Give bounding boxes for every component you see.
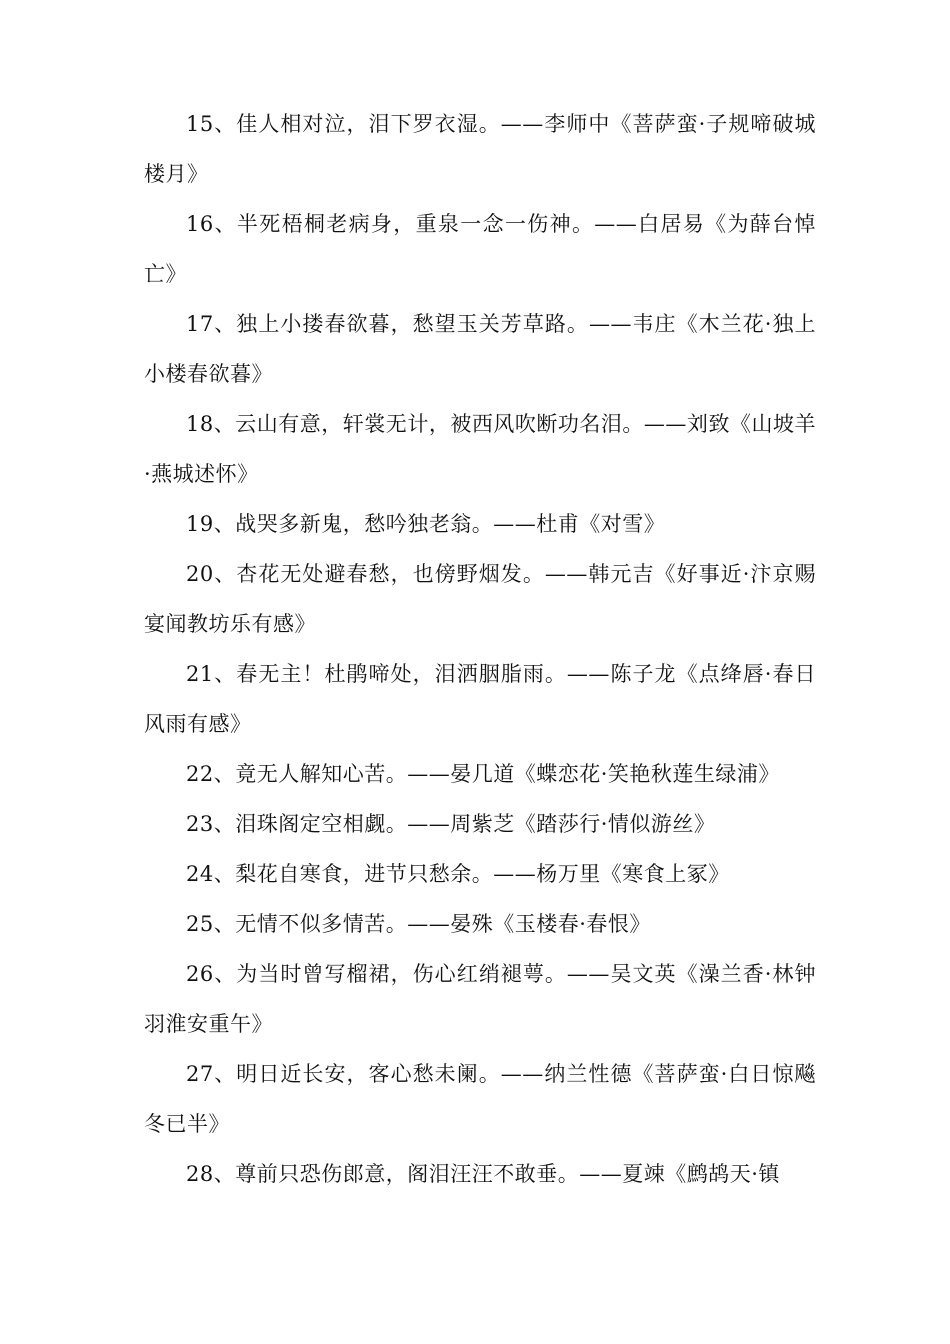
- poem-line-20: 20、杏花无处避春愁，也傍野烟发。——韩元吉《好事近·汴京赐宴闻教坊乐有感》: [144, 562, 816, 636]
- poem-line-28: 28、尊前只恐伤郎意，阁泪汪汪不敢垂。——夏竦《鹧鸪天·镇: [186, 1162, 780, 1186]
- poem-line-17: 17、独上小搂春欲暮，愁望玉关芳草路。——韦庄《木兰花·独上小楼春欲暮》: [144, 312, 816, 386]
- poem-line-26: 26、为当时曾写榴裙，伤心红绡褪萼。——吴文英《澡兰香·林钟羽淮安重午》: [144, 962, 816, 1036]
- poem-line-24: 24、梨花自寒食，进节只愁余。——杨万里《寒食上冢》: [186, 862, 730, 886]
- poem-line-23: 23、泪珠阁定空相觑。——周紫芝《踏莎行·情似游丝》: [186, 812, 716, 836]
- poem-line-27: 27、明日近长安，客心愁未阑。——纳兰性德《菩萨蛮·白日惊飚冬已半》: [144, 1062, 816, 1136]
- poem-line-19: 19、战哭多新鬼，愁吟独老翁。——杜甫《对雪》: [186, 512, 666, 536]
- poem-line-25: 25、无情不似多情苦。——晏殊《玉楼春·春恨》: [186, 912, 651, 936]
- poem-line-18: 18、云山有意，轩裳无计，被西风吹断功名泪。——刘致《山坡羊·燕城述怀》: [144, 412, 816, 486]
- poem-line-22: 22、竟无人解知心苦。——晏几道《蝶恋花·笑艳秋莲生绿浦》: [186, 762, 780, 786]
- poem-line-15: 15、佳人相对泣，泪下罗衣湿。——李师中《菩萨蛮·子规啼破城楼月》: [144, 112, 816, 186]
- poem-line-16: 16、半死梧桐老病身，重泉一念一伤神。——白居易《为薛台悼亡》: [144, 212, 816, 286]
- poem-line-21: 21、春无主！杜鹃啼处，泪洒胭脂雨。——陈子龙《点绛唇·春日风雨有感》: [144, 662, 816, 736]
- poem-list: [144, 99, 816, 1199]
